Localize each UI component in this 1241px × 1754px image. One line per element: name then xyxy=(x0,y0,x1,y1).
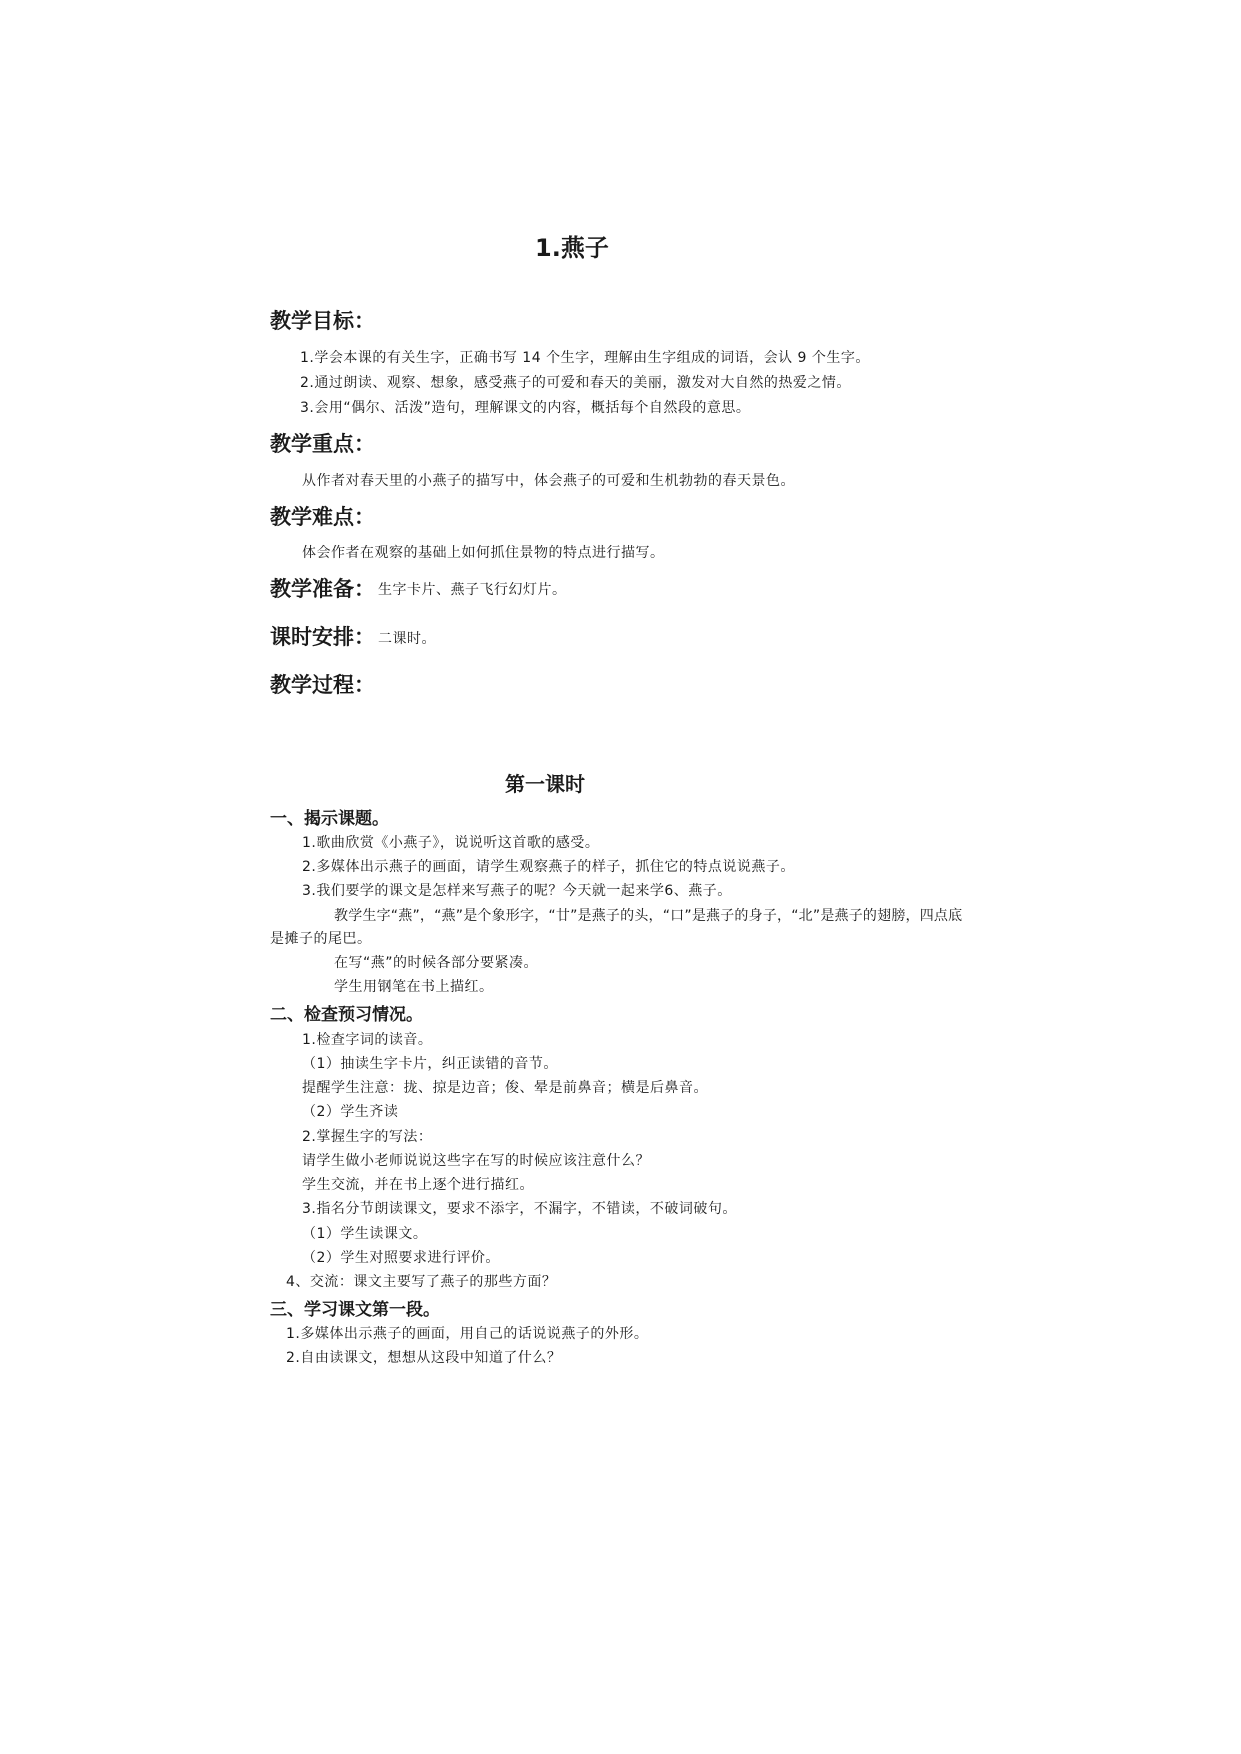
difficulty-text: 体会作者在观察的基础上如何抓住景物的特点进行描写。 xyxy=(302,545,665,561)
schedule-text: 二课时。 xyxy=(378,631,436,647)
body-line: 2.多媒体出示燕子的画面，请学生观察燕子的样子，抓住它的特点说说燕子。 xyxy=(302,859,795,875)
key-points-heading: 教学重点： xyxy=(270,432,375,456)
schedule-heading: 课时安排： xyxy=(270,625,375,649)
difficulty-heading: 教学难点： xyxy=(270,505,375,529)
body-line: 是摊子的尾巴。 xyxy=(270,931,372,947)
process-heading: 教学过程： xyxy=(270,673,375,697)
objective-item: 1.学会本课的有关生字，正确书写 14 个生字，理解由生字组成的词语，会认 9 个生字。 xyxy=(300,350,870,366)
body-line: 请学生做小老师说说这些字在写的时候应该注意什么？ xyxy=(302,1153,650,1169)
body-line: 3.我们要学的课文是怎样来写燕子的呢？今天就一起来学6、燕子。 xyxy=(302,883,732,899)
lesson-title: 1.燕子 xyxy=(535,234,609,262)
body-line: （1）学生读课文。 xyxy=(302,1226,428,1242)
section-heading: 三、学习课文第一段。 xyxy=(270,1300,440,1320)
body-line: 4、交流：课文主要写了燕子的那些方面？ xyxy=(286,1274,557,1290)
period-title: 第一课时 xyxy=(505,772,585,796)
body-line: 2.掌握生字的写法： xyxy=(302,1129,433,1145)
objectives-heading: 教学目标： xyxy=(270,309,375,333)
body-line: 1.检查字词的读音。 xyxy=(302,1032,433,1048)
body-line: （1）抽读生字卡片，纠正读错的音节。 xyxy=(302,1056,558,1072)
body-line: 学生用钢笔在书上描红。 xyxy=(334,979,494,995)
objective-item: 2.通过朗读、观察、想象，感受燕子的可爱和春天的美丽，激发对大自然的热爱之情。 xyxy=(300,375,851,391)
body-line: 2.自由读课文，想想从这段中知道了什么？ xyxy=(286,1350,562,1366)
body-line: 学生交流，并在书上逐个进行描红。 xyxy=(302,1177,534,1193)
body-line: 提醒学生注意：拢、掠是边音；俊、晕是前鼻音；横是后鼻音。 xyxy=(302,1080,708,1096)
body-line: 1.多媒体出示燕子的画面，用自己的话说说燕子的外形。 xyxy=(286,1326,649,1342)
body-line: （2）学生齐读 xyxy=(302,1104,399,1120)
key-points-text: 从作者对春天里的小燕子的描写中，体会燕子的可爱和生机勃勃的春天景色。 xyxy=(302,473,795,489)
preparation-heading: 教学准备： xyxy=(270,577,375,601)
body-line: （2）学生对照要求进行评价。 xyxy=(302,1250,500,1266)
body-line: 在写“燕”的时候各部分要紧凑。 xyxy=(334,955,539,971)
preparation-text: 生字卡片、燕子飞行幻灯片。 xyxy=(378,582,567,598)
body-line: 教学生字“燕”，“燕”是个象形字，“廿”是燕子的头，“口”是燕子的身子，“北”是燕子的翅膀，四点底 xyxy=(334,908,963,924)
objective-item: 3.会用“偶尔、活泼”造句，理解课文的内容，概括每个自然段的意思。 xyxy=(300,400,751,416)
body-line: 1.歌曲欣赏《小燕子》，说说听这首歌的感受。 xyxy=(302,835,600,851)
section-heading: 二、检查预习情况。 xyxy=(270,1005,423,1025)
section-heading: 一、揭示课题。 xyxy=(270,809,389,829)
body-line: 3.指名分节朗读课文，要求不添字，不漏字，不错读，不破词破句。 xyxy=(302,1201,737,1217)
